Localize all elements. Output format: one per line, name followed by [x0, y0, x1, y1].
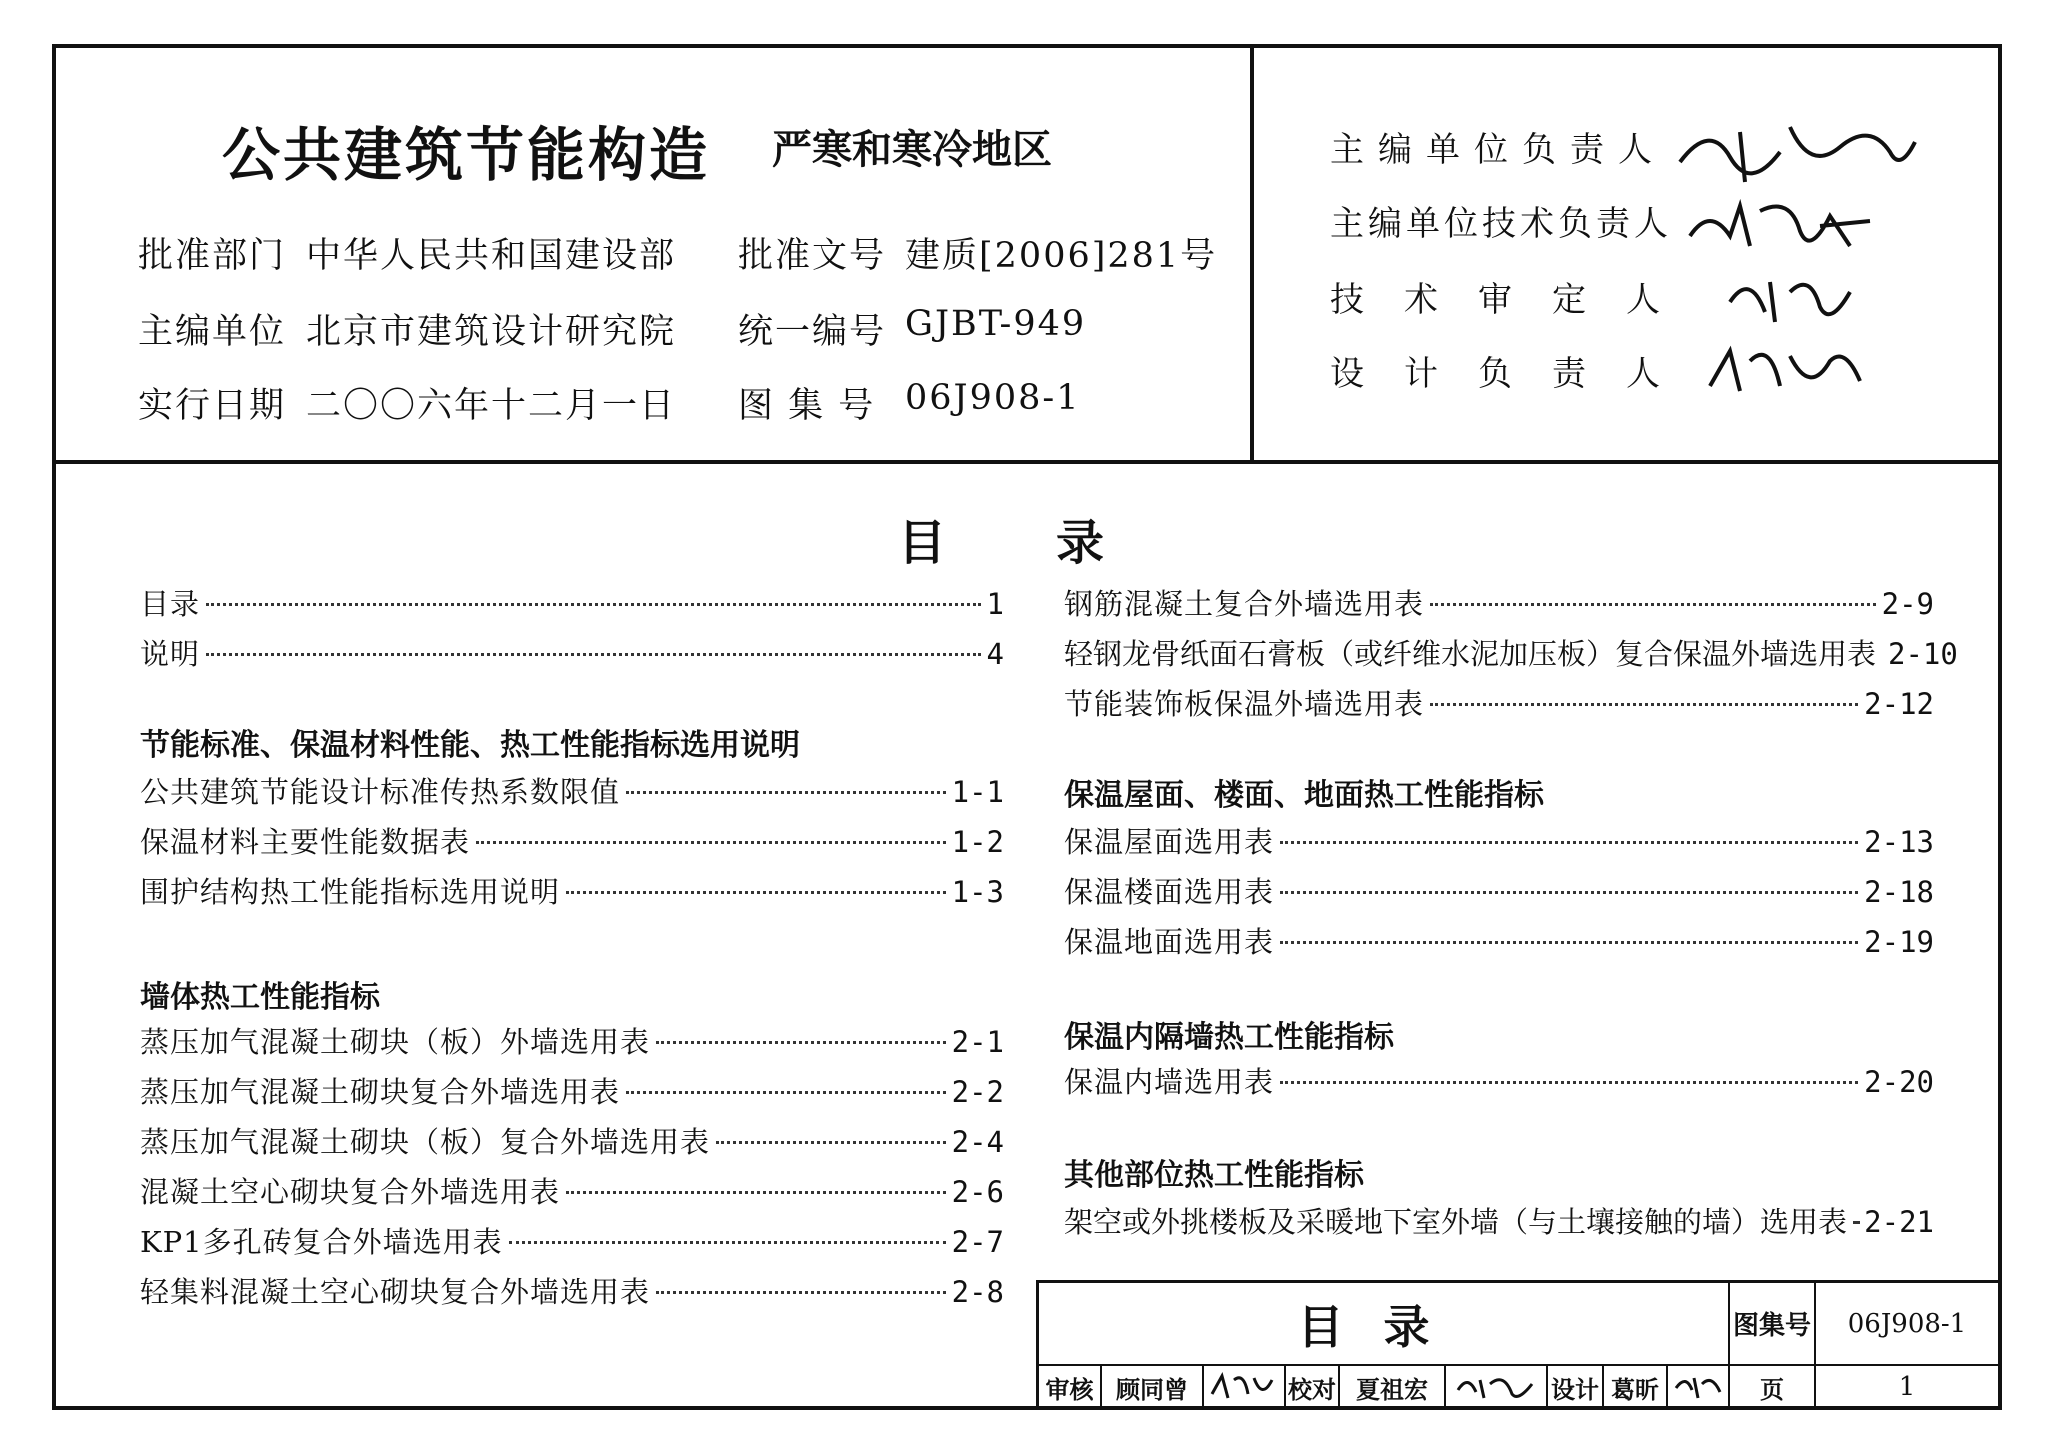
toc-entry[interactable]: 保温地面选用表 2-19: [1064, 925, 1934, 959]
toc-section-heading: 节能标准、保温材料性能、热工性能指标选用说明: [140, 728, 800, 763]
unified-no-label: 统一编号: [738, 312, 887, 352]
designer-signature: [1672, 1370, 1724, 1404]
atlas-subtitle: 严寒和寒冷地区: [772, 127, 1052, 173]
design-label: 设计: [1551, 1374, 1599, 1404]
toc-entry[interactable]: KP1多孔砖复合外墙选用表 2-7: [140, 1225, 1004, 1259]
responsible-chief-unit: 主编单位负责人: [1330, 130, 1666, 170]
signature-tech-review: [1720, 262, 1870, 332]
approval-dept-label: 批准部门: [138, 236, 287, 276]
checker-signature: [1454, 1370, 1538, 1404]
effective-date-label: 实行日期: [138, 386, 287, 426]
chief-unit-value: 北京市建筑设计研究院: [306, 312, 677, 352]
atlas-no-label: 图 集 号: [738, 386, 876, 426]
chief-unit-label: 主编单位: [138, 312, 287, 352]
signature-design: [1700, 336, 1870, 406]
reviewer-signature: [1208, 1370, 1280, 1404]
toc-entry[interactable]: 公共建筑节能设计标准传热系数限值 1-1: [140, 775, 1004, 809]
approval-doc-value: 建质[2006]281号: [905, 236, 1218, 276]
review-label: 审核: [1045, 1374, 1094, 1404]
header-vertical-divider: [1250, 44, 1254, 462]
reviewer-name: 顾同曾: [1116, 1374, 1188, 1404]
check-label: 校对: [1288, 1374, 1336, 1404]
toc-entry[interactable]: 钢筋混凝土复合外墙选用表 2-9: [1064, 587, 1934, 621]
toc-entry[interactable]: 保温屋面选用表 2-13: [1064, 825, 1934, 859]
toc-entry[interactable]: 目录 1: [140, 587, 1004, 621]
toc-section-heading: 保温内隔墙热工性能指标: [1064, 1020, 1394, 1055]
atlas-title: 公共建筑节能构造: [222, 121, 711, 189]
toc-entry[interactable]: 混凝土空心砌块复合外墙选用表 2-6: [140, 1175, 1004, 1209]
effective-date-value: 二〇〇六年十二月一日: [306, 386, 677, 426]
toc-entry[interactable]: 蒸压加气混凝土砌块（板）复合外墙选用表 2-4: [140, 1125, 1004, 1159]
toc-entry[interactable]: 围护结构热工性能指标选用说明 1-3: [140, 875, 1004, 909]
toc-entry[interactable]: 轻集料混凝土空心砌块复合外墙选用表 2-8: [140, 1275, 1004, 1309]
toc-entry[interactable]: 蒸压加气混凝土砌块复合外墙选用表 2-2: [140, 1075, 1004, 1109]
toc-entry[interactable]: 蒸压加气混凝土砌块（板）外墙选用表 2-1: [140, 1025, 1004, 1059]
toc-section-heading: 保温屋面、楼面、地面热工性能指标: [1064, 778, 1544, 813]
header-divider: [52, 460, 2002, 464]
responsible-tech-review: 技术审定人: [1330, 280, 1700, 320]
approval-doc-label: 批准文号: [738, 236, 887, 276]
atlas-no-value: 06J908-1: [905, 378, 1081, 418]
responsible-design: 设计负责人: [1330, 354, 1700, 394]
atlas-no-label: 图集号: [1732, 1311, 1811, 1341]
toc-entry[interactable]: 节能装饰板保温外墙选用表 2-12: [1064, 687, 1934, 721]
unified-no-value: GJBT-949: [905, 304, 1087, 344]
signature-chief-unit: [1670, 112, 1920, 192]
toc-entry[interactable]: 保温材料主要性能数据表 1-2: [140, 825, 1004, 859]
toc-entry[interactable]: 说明 4: [140, 637, 1004, 671]
toc-entry[interactable]: 保温楼面选用表 2-18: [1064, 875, 1934, 909]
title-block-name: 目录: [1297, 1299, 1470, 1354]
toc-entry[interactable]: 架空或外挑楼板及采暖地下室外墙（与土壤接触的墙）选用表 2-21: [1064, 1205, 1934, 1239]
toc-title: 目录: [898, 515, 1215, 571]
atlas-no-value: 06J908-1: [1847, 1308, 1967, 1339]
page-number: 1: [1898, 1372, 1916, 1402]
approval-dept-value: 中华人民共和国建设部: [306, 236, 677, 276]
toc-entry[interactable]: 保温内墙选用表 2-20: [1064, 1065, 1934, 1099]
page-label: 页: [1760, 1374, 1784, 1404]
signature-chief-tech: [1680, 186, 1880, 266]
designer-name: 葛昕: [1611, 1374, 1659, 1404]
toc-entry[interactable]: 轻钢龙骨纸面石膏板（或纤维水泥加压板）复合保温外墙选用表 2-10: [1064, 637, 1958, 671]
toc-section-heading: 墙体热工性能指标: [140, 980, 380, 1015]
checker-name: 夏祖宏: [1356, 1374, 1428, 1404]
responsible-chief-tech: 主编单位技术负责人: [1330, 204, 1672, 244]
toc-section-heading: 其他部位热工性能指标: [1064, 1158, 1364, 1193]
title-block: [1036, 1280, 1998, 1408]
